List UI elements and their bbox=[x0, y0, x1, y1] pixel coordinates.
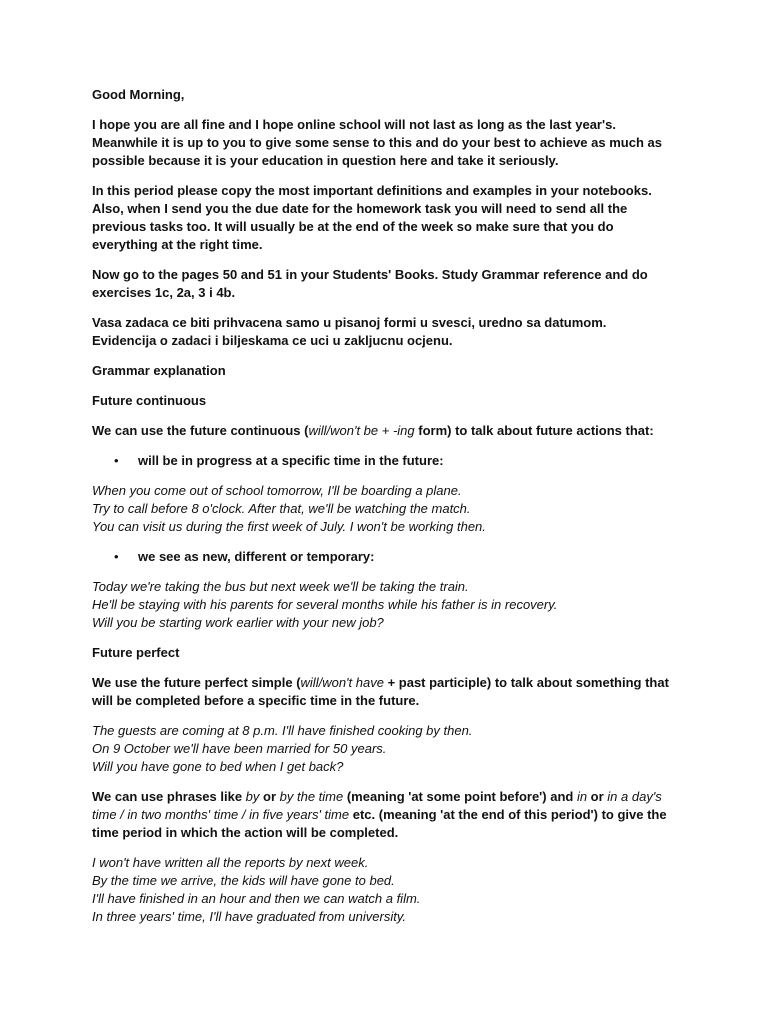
bullet-item-temporary bbox=[92, 548, 672, 566]
example-sentence: Will you have gone to bed when I get back? bbox=[92, 759, 344, 774]
fc-intro-text-b: form) to talk about future actions that: bbox=[414, 423, 654, 438]
phrases-italic-by-the-time: by the time bbox=[279, 789, 344, 804]
example-sentence: You can visit us during the first week of July. I won't be working then. bbox=[92, 519, 486, 534]
paragraph-notebooks: In this period please copy the most important definitions and examples in your notebooks. Also, when I send you the due date for the homework task you will need to send all the previous tasks too. It will usually be at the end of the week so make sure that you do everything at the right time. bbox=[92, 183, 652, 252]
phrases-text-e: etc. (meaning 'at the end of this period') to give the time period in which the action will be completed. bbox=[92, 807, 667, 840]
example-sentence: On 9 October we'll have been married for 50 years. bbox=[92, 741, 387, 756]
bullet-text: we see as new, different or temporary: bbox=[138, 549, 375, 564]
phrases-italic-time-expressions: in a day's time / in two months' time / in five years' time bbox=[92, 789, 662, 822]
examples-group-2 bbox=[92, 578, 672, 632]
example-sentence: When you come out of school tomorrow, I'll be boarding a plane. bbox=[92, 483, 462, 498]
paragraph-pages: Now go to the pages 50 and 51 in your Students' Books. Study Grammar reference and do exercises 1c, 2a, 3 i 4b. bbox=[92, 267, 648, 300]
bullet-icon: • bbox=[114, 453, 119, 468]
phrases-text-b: or bbox=[259, 789, 280, 804]
bullet-icon: • bbox=[114, 549, 119, 564]
example-sentence: The guests are coming at 8 p.m. I'll have finished cooking by then. bbox=[92, 723, 473, 738]
example-sentence: He'll be staying with his parents for several months while his father is in recovery. bbox=[92, 597, 558, 612]
fp-intro-text-a: We use the future perfect simple ( bbox=[92, 675, 301, 690]
paragraph-intro: I hope you are all fine and I hope online school will not last as long as the last year's. Meanwhile it is up to you to give some sense to this and do your best to achieve as much as possible because it is your education in question here and take it seriously. bbox=[92, 117, 662, 168]
examples-group-1 bbox=[92, 482, 672, 536]
phrases-paragraph bbox=[92, 788, 672, 842]
fp-intro-italic: will/won't have bbox=[300, 675, 384, 690]
phrases-text-d: or bbox=[587, 789, 608, 804]
example-sentence: In three years' time, I'll have graduated from university. bbox=[92, 909, 406, 924]
examples-group-4 bbox=[92, 854, 672, 926]
example-sentence: Today we're taking the bus but next week we'll be taking the train. bbox=[92, 579, 469, 594]
example-sentence: Will you be starting work earlier with your new job? bbox=[92, 615, 384, 630]
heading-grammar-explanation: Grammar explanation bbox=[92, 363, 226, 378]
fc-intro-text-a: We can use the future continuous ( bbox=[92, 423, 309, 438]
fc-intro-italic: will/won't be + -ing bbox=[308, 423, 415, 438]
example-sentence: I'll have finished in an hour and then we can watch a film. bbox=[92, 891, 421, 906]
bullet-item-progress bbox=[92, 452, 672, 470]
paragraph-local-language: Vasa zadaca ce biti prihvacena samo u pisanoj formi u svesci, uredno sa datumom. Evidencija o zadaci i biljeskama ce uci u zakljucnu ocjenu. bbox=[92, 315, 607, 348]
examples-group-3 bbox=[92, 722, 672, 776]
future-continuous-intro bbox=[92, 422, 672, 440]
phrases-text-c: (meaning 'at some point before') and bbox=[343, 789, 577, 804]
greeting: Good Morning, bbox=[92, 87, 185, 102]
phrases-italic-by: by bbox=[245, 789, 260, 804]
example-sentence: By the time we arrive, the kids will have gone to bed. bbox=[92, 873, 395, 888]
heading-future-continuous: Future continuous bbox=[92, 393, 207, 408]
example-sentence: I won't have written all the reports by next week. bbox=[92, 855, 369, 870]
fp-intro-text-b: + past participle) to talk about something that will be completed before a specific time in the future. bbox=[92, 675, 669, 708]
heading-future-perfect: Future perfect bbox=[92, 645, 180, 660]
bullet-text: will be in progress at a specific time in the future: bbox=[138, 453, 444, 468]
example-sentence: Try to call before 8 o'clock. After that, we'll be watching the match. bbox=[92, 501, 471, 516]
future-perfect-intro bbox=[92, 674, 672, 710]
phrases-text-a: We can use phrases like bbox=[92, 789, 246, 804]
phrases-italic-in: in bbox=[576, 789, 588, 804]
